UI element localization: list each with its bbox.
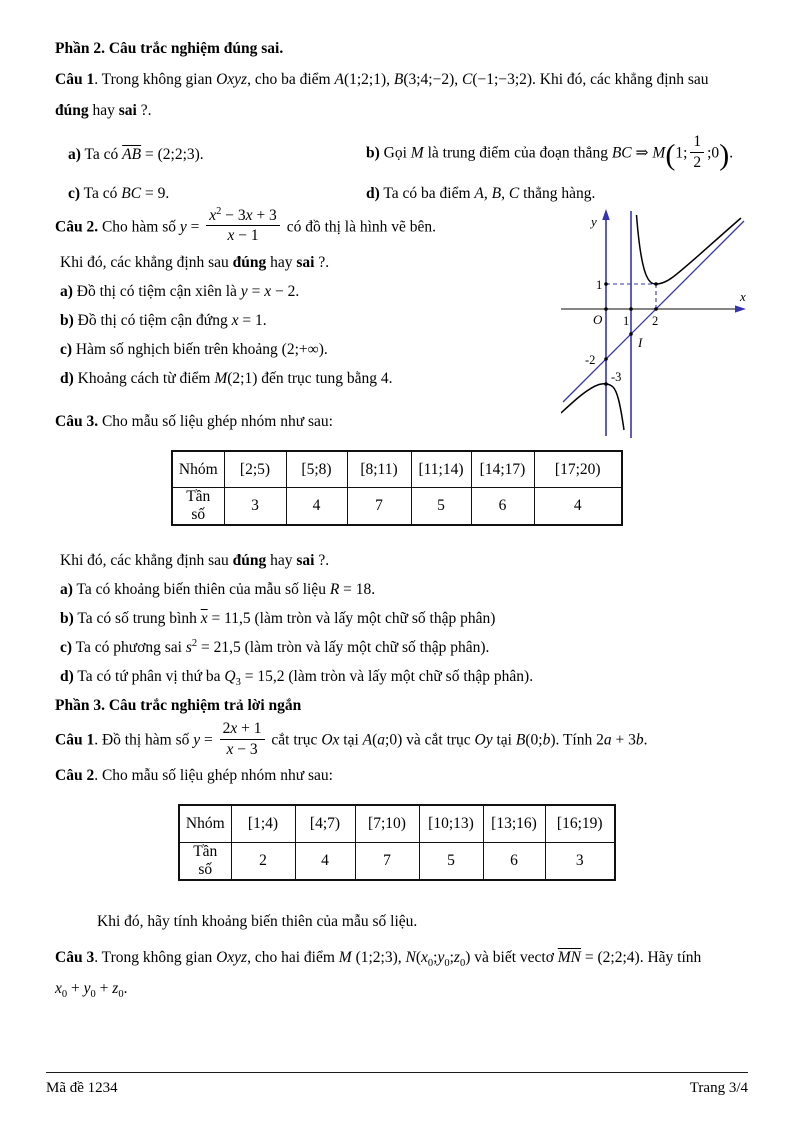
part3-q1-title: Câu 1. Đồ thị hàm số y = $\frac{2x + 1}{x - 3}$ cắt trục Ox tại A(a;0) và cắt trục Oy tại B(0;b). Tính 2a + 3b.	[55, 720, 648, 758]
part2-q2-statement-b: b) Đồ thị có tiệm cận đứng x = 1.	[60, 311, 267, 329]
part2-q2-block	[55, 205, 746, 393]
table-row-groups	[179, 805, 615, 842]
part2-q1-statement-b: b) Gọi M là trung điểm của đoạn thẳng BC ⇒ M(1; $\frac{1}{2}$ ;0).	[366, 133, 734, 172]
table-cell: Tần số	[179, 842, 231, 880]
part2-q3-title: Câu 3. Cho mẫu số liệu ghép nhóm như sau:	[55, 412, 333, 430]
table-cell: 3	[545, 842, 615, 880]
table-cell: 5	[419, 842, 483, 880]
part2-q2-sub: Khi đó, các khẳng định sau đúng hay sai ?.	[60, 253, 330, 271]
page-number: Trang 3/4	[689, 1080, 748, 1096]
part2-q1-statement-d: d) Ta có ba điểm A, B, C thẳng hàng.	[366, 184, 596, 202]
table-cell: 6	[471, 488, 534, 526]
table-row-frequencies	[172, 488, 622, 526]
frequency-table-1	[171, 450, 623, 527]
part2-q2-statement-d: d) Khoảng cách từ điểm M(2;1) đến trục tung bằng 4.	[60, 369, 393, 387]
table-cell: 5	[411, 488, 471, 526]
table-cell: [16;19)	[545, 805, 615, 842]
table-cell: 4	[286, 488, 347, 526]
part3-q2-note: Khi đó, hãy tính khoảng biến thiên của mẫu số liệu.	[97, 912, 418, 930]
point-minus2-label: -2	[585, 353, 596, 367]
part2-q3-statement-a: a) Ta có khoảng biến thiên của mẫu số liệu R = 18.	[60, 581, 376, 599]
part3-header: Phần 3. Câu trắc nghiệm trả lời ngắn	[55, 697, 302, 715]
y-axis-arrow-icon	[602, 209, 610, 220]
part2-q3-statement-c: c) Ta có phương sai $s^2 = 21,5$ (làm tròn và lấy một chữ số thập phân).	[60, 638, 490, 657]
curve-lower-branch	[561, 384, 624, 430]
part2-header: Phần 2. Câu trắc nghiệm đúng sai.	[55, 40, 284, 57]
table-cell: 6	[483, 842, 545, 880]
part2-q3-statement-b: b) Ta có số trung bình $\overline{x} = 11,5$ (làm tròn và lấy một chữ số thập phân)	[60, 610, 496, 628]
frequency-table-2	[178, 804, 616, 881]
oblique-asymptote	[563, 221, 744, 402]
origin-label: O	[593, 312, 603, 327]
exam-code: Mã đề 1234	[46, 1080, 118, 1096]
part2-q3-sub: Khi đó, các khẳng định sau đúng hay sai ?.	[60, 552, 330, 570]
table-cell: [13;16)	[483, 805, 545, 842]
table-cell: [1;4)	[231, 805, 295, 842]
x-axis-arrow-icon	[735, 305, 746, 312]
curve-upper-branch	[637, 215, 742, 284]
page-footer	[46, 1072, 748, 1097]
table-cell: 3	[224, 488, 286, 526]
table-cell: Tần số	[172, 488, 224, 526]
x-axis-label: x	[740, 289, 746, 304]
table-cell: 7	[355, 842, 419, 880]
part2-q3-statement-d: d) Ta có tứ phân vị thứ ba $Q_3 = 15,2$ (làm tròn và lấy một chữ số thập phân).	[60, 668, 534, 689]
tick-x1-label: 1	[623, 314, 630, 328]
table-cell: [4;7)	[295, 805, 355, 842]
tick-x2-label: 2	[652, 314, 659, 328]
table-cell: [11;14)	[411, 451, 471, 488]
point-I-label: I	[638, 335, 643, 350]
table-cell: Nhóm	[179, 805, 231, 842]
part2-q2-title: Câu 2. Cho hàm số y = $\frac{x^2 - 3x + 3}{x - 1}$ có đồ thị là hình vẽ bên.	[55, 205, 437, 245]
table-row-frequencies	[179, 842, 615, 880]
table-cell: [5;8)	[286, 451, 347, 488]
table-cell: [14;17)	[471, 451, 534, 488]
table-cell: [17;20)	[534, 451, 622, 488]
part2-q1-row-cd	[55, 178, 739, 208]
y-axis-label: y	[591, 214, 597, 229]
part3-q3-line1: Câu 3. Trong không gian Oxyz, cho hai điểm M (1;2;3), $N(x_0;y_0;z_0)$ và biết vectơ $\overline{MN}$ = (2;2;4). Hãy tính	[55, 948, 702, 969]
table-cell: [10;13)	[419, 805, 483, 842]
table-cell: 2	[231, 842, 295, 880]
table-cell: [7;10)	[355, 805, 419, 842]
part3-q2-title: Câu 2. Cho mẫu số liệu ghép nhóm như sau:	[55, 767, 333, 784]
table-cell: Nhóm	[172, 451, 224, 488]
table-cell: [8;11)	[347, 451, 411, 488]
table-cell: 7	[347, 488, 411, 526]
table-cell: 4	[295, 842, 355, 880]
table-cell: 4	[534, 488, 622, 526]
part3-q3-line2: $x_0 + y_0 + z_0$.	[55, 979, 128, 1000]
function-graph-figure	[561, 206, 751, 441]
tick-y1-label: 1	[596, 278, 603, 292]
table-cell: [2;5)	[224, 451, 286, 488]
part2-q1-row-ab	[55, 130, 739, 178]
part2-q1-statement-c: c) Ta có BC = 9.	[68, 184, 170, 202]
part2-q2-statement-c: c) Hàm số nghịch biến trên khoảng (2;+∞).	[60, 340, 328, 358]
part2-q1-statement-a: a) Ta có $\overline{AB}$ = (2;2;3).	[68, 145, 204, 163]
part2-q2-statement-a: a) Đồ thị có tiệm cận xiên là y = x − 2.	[60, 282, 300, 300]
part2-q1-title: Câu 1. Trong không gian Oxyz, cho ba điểm A(1;2;1), B(3;4;−2), C(−1;−3;2). Khi đó, các khẳng định sau đúng hay sai ?.	[55, 71, 709, 119]
table-row-groups	[172, 451, 622, 488]
point-minus3-label: -3	[611, 370, 622, 384]
